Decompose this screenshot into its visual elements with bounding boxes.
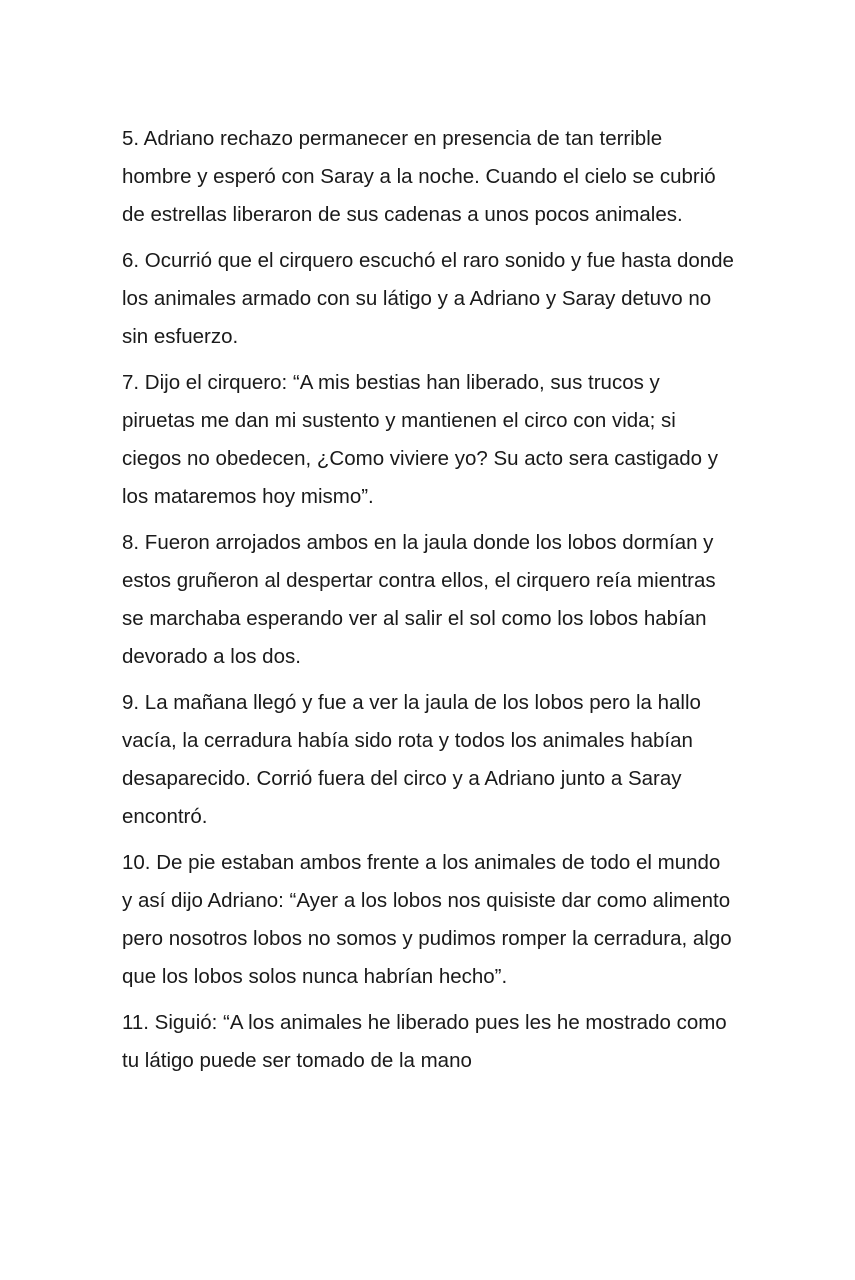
paragraph-8: 8. Fueron arrojados ambos en la jaula donde los lobos dormían y estos gruñeron al despertar contra ellos, el cirquero reía mientras se marchaba esperando ver al salir el sol como los lobos habían devorado a los dos. [122,531,716,668]
paragraph-9: 9. La mañana llegó y fue a ver la jaula de los lobos pero la hallo vacía, la cerradura había sido rota y todos los animales habían desaparecido. Corrió fuera del circo y a Adriano junto a Saray encontró. [122,691,701,828]
paragraph-7: 7. Dijo el cirquero: “A mis bestias han liberado, sus trucos y piruetas me dan mi sustento y mantienen el circo con vida; si ciegos no obedecen, ¿Como viviere yo? Su acto sera castigado y los mataremos hoy mismo”. [122,371,718,508]
paragraph-11: 11. Siguió: “A los animales he liberado pues les he mostrado como tu látigo puede ser tomado de la mano [122,1011,727,1072]
paragraph-5: 5. Adriano rechazo permanecer en presencia de tan terrible hombre y esperó con Saray a la noche. Cuando el cielo se cubrió de estrellas liberaron de sus cadenas a unos pocos animales. [122,127,716,226]
paragraph-10: 10. De pie estaban ambos frente a los animales de todo el mundo y así dijo Adriano: “Ayer a los lobos nos quisiste dar como alimento pero nosotros lobos no somos y pudimos romper la cerradura, algo que los lobos solos nunca habrían hecho”. [122,851,732,988]
paragraph-6: 6. Ocurrió que el cirquero escuchó el raro sonido y fue hasta donde los animales armado con su látigo y a Adriano y Saray detuvo no sin esfuerzo. [122,249,734,348]
text-column [122,120,734,1088]
